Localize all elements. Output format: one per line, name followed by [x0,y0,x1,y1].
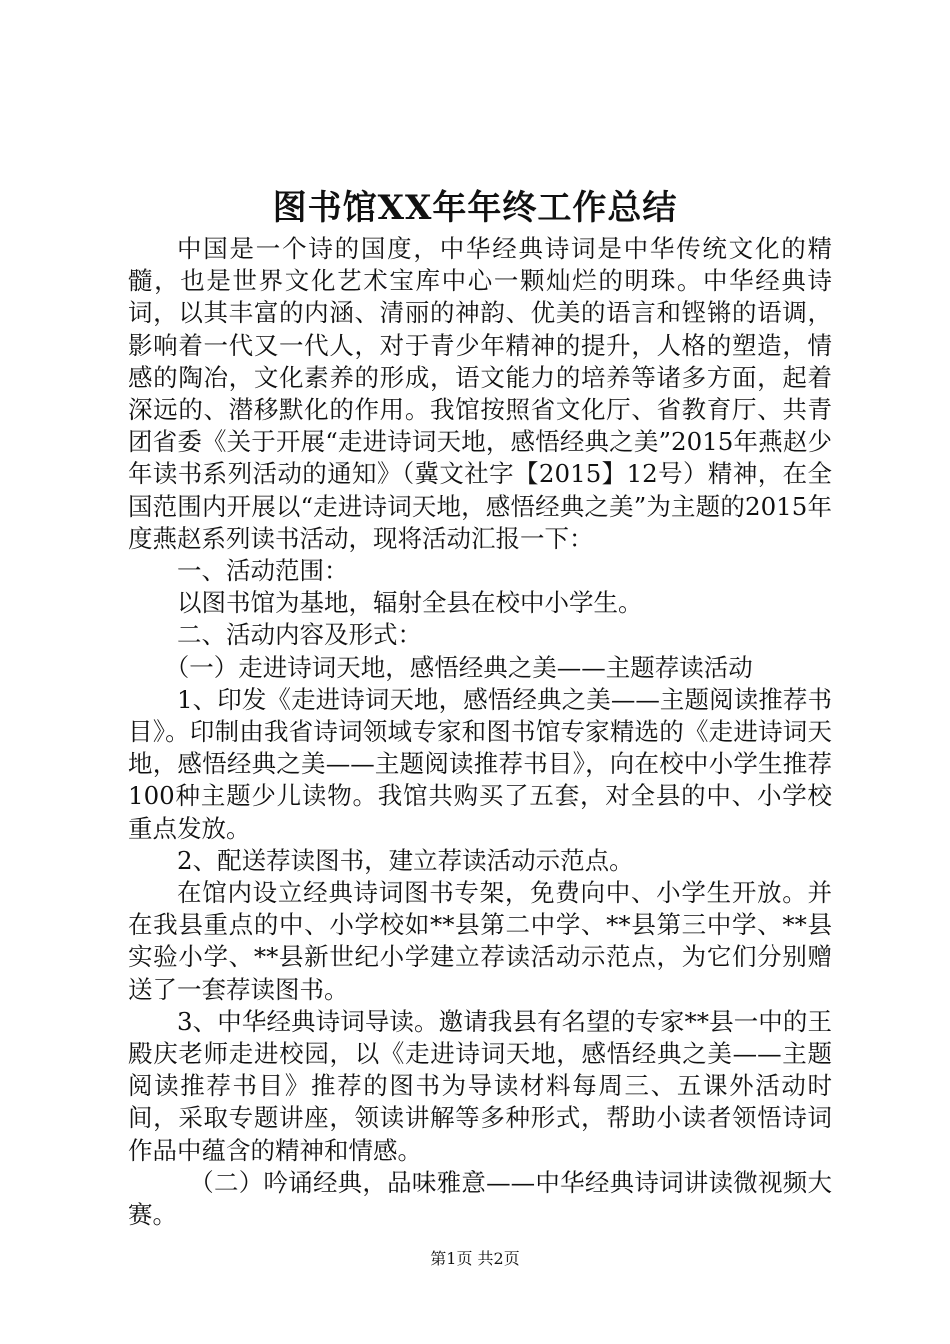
paragraph-intro: 中国是一个诗的国度，中华经典诗词是中华传统文化的精髓，也是世界文化艺术宝库中心一颗灿烂的明珠。中华经典诗词，以其丰富的内涵、清丽的神韵、优美的语言和铿锵的语调，影响着一代又一代人，对于青少年精神的提升，人格的塑造，情感的陶冶，文化素养的形成，语文能力的培养等诸多方面，起着深远的、潜移默化的作用。我馆按照省文化厅、省教育厅、共青团省委《关于开展“走进诗词天地，感悟经典之美”2015年燕赵少年读书系列活动的通知》（冀文社字【2015】12号）精神，在全国范围内开展以“走进诗词天地，感悟经典之美”为主题的2015年度燕赵系列读书活动，现将活动汇报一下： [128,234,832,553]
paragraph-item-1: 1、印发《走进诗词天地，感悟经典之美——主题阅读推荐书目》。印制由我省诗词领域专家和图书馆专家精选的《走进诗词天地，感悟经典之美——主题阅读推荐书目》，向在校中小学生推荐100种主题少儿读物。我馆共购买了五套，对全县的中、小学校重点发放。 [128,684,832,843]
subsection-heading-1: （一）走进诗词天地，感悟经典之美——主题荐读活动 [164,652,753,682]
document-title: 图书馆XX年年终工作总结 [272,188,678,228]
paragraph-item-3: 3、中华经典诗词导读。邀请我县有名望的专家**县一中的王殿庆老师走进校园，以《走进诗词天地，感悟经典之美——主题阅读推荐书目》推荐的图书为导读材料每周三、五课外活动时间，采取专题讲座，领读讲解等多种形式，帮助小读者领悟诗词作品中蕴含的精神和情感。 [128,1006,832,1165]
section-heading-content: 二、活动内容及形式： [177,620,422,650]
document-body [128,233,832,1231]
paragraph-item-2-detail: 在馆内设立经典诗词图书专架，免费向中、小学生开放。并在我县重点的中、小学校如**县第二中学、**县第三中学、**县实验小学、**县新世纪小学建立荐读活动示范点，为它们分别赠送了一套荐读图书。 [128,878,832,1004]
subsection-heading-2: （二）吟诵经典，品味雅意——中华经典诗词讲读微视频大赛。 [128,1167,832,1230]
section-heading-scope: 一、活动范围： [177,556,349,586]
paragraph-item-2: 2、配送荐读图书，建立荐读活动示范点。 [177,845,634,875]
paragraph-scope: 以图书馆为基地，辐射全县在校中小学生。 [177,588,643,618]
page-footer: 第1页 共2页 [430,1249,520,1268]
